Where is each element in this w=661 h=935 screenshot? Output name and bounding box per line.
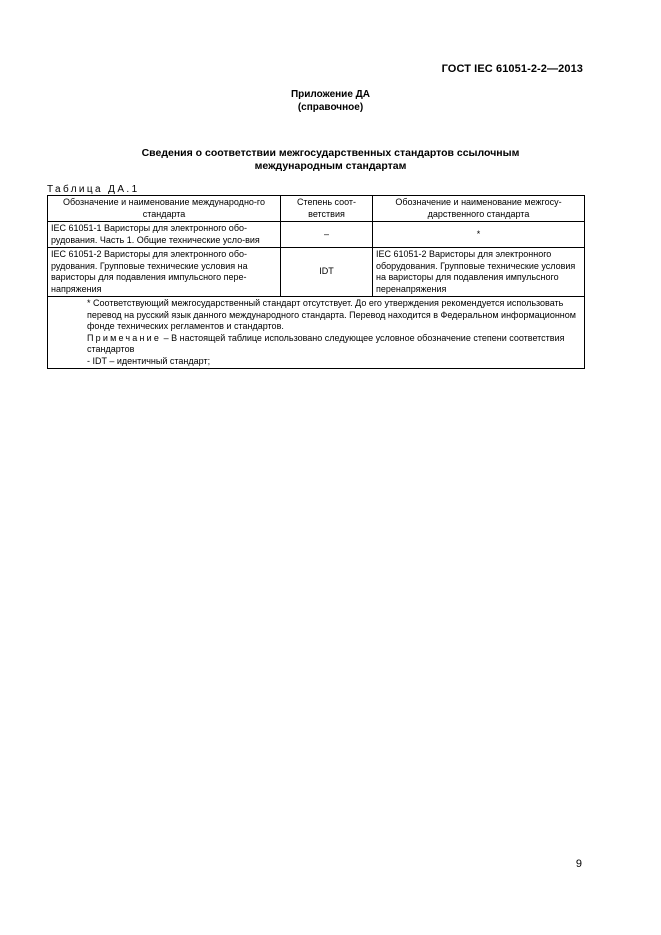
standards-table [47, 195, 585, 369]
note [51, 333, 581, 356]
table-row [48, 248, 585, 297]
annex-subtitle: (справочное) [297, 102, 364, 113]
note-item: - IDT – идентичный стандарт; [87, 355, 211, 366]
note-text: – В настоящей таблице использовано следующее условное обозначение степени соответствия стандартов [87, 332, 565, 354]
page-number: 9 [575, 858, 582, 870]
header-interstate-standard: Обозначение и наименование межгосу-дарственного стандарта [373, 196, 585, 222]
document-code: ГОСТ IEC 61051-2-2—2013 [441, 63, 583, 75]
cell-degree: – [281, 222, 373, 248]
cell-interstate-standard: IEC 61051-2 Варисторы для электронного оборудования. Групповые технические условия на варисторы для подавления импульсного перенапряжения [373, 248, 585, 297]
table-row [48, 222, 585, 248]
table-caption: Таблица ДА.1 [47, 184, 140, 195]
annex-title: Приложение ДА [290, 89, 371, 100]
cell-intl-standard: IEC 61051-2 Варисторы для электронного обо-рудования. Групповые технические условия на варисторы для подавления импульсного пере-напряжения [48, 248, 281, 297]
table-footer-row [48, 297, 585, 369]
header-degree: Степень соот-ветствия [281, 196, 373, 222]
annex-heading [0, 88, 661, 114]
section-title [60, 147, 601, 173]
note-label: Примечание [87, 332, 162, 343]
section-title-line2: международным стандартам [254, 160, 407, 172]
table-footnotes [48, 297, 585, 369]
table-header-row [48, 196, 585, 222]
cell-intl-standard: IEC 61051-1 Варисторы для электронного обо-рудования. Часть 1. Общие технические усло-вия [48, 222, 281, 248]
cell-interstate-standard: * [373, 222, 585, 248]
cell-degree: IDT [281, 248, 373, 297]
footnote: * Соответствующий межгосударственный стандарт отсутствует. До его утверждения рекомендуется использовать перевод на русский язык данного международного стандарта. Перевод находится в Федеральном информационном фонде технических регламентов и стандартов. [87, 298, 576, 331]
section-title-line1: Сведения о соответствии межгосударственных стандартов ссылочным [141, 147, 520, 159]
header-intl-standard: Обозначение и наименование международно-го стандарта [48, 196, 281, 222]
